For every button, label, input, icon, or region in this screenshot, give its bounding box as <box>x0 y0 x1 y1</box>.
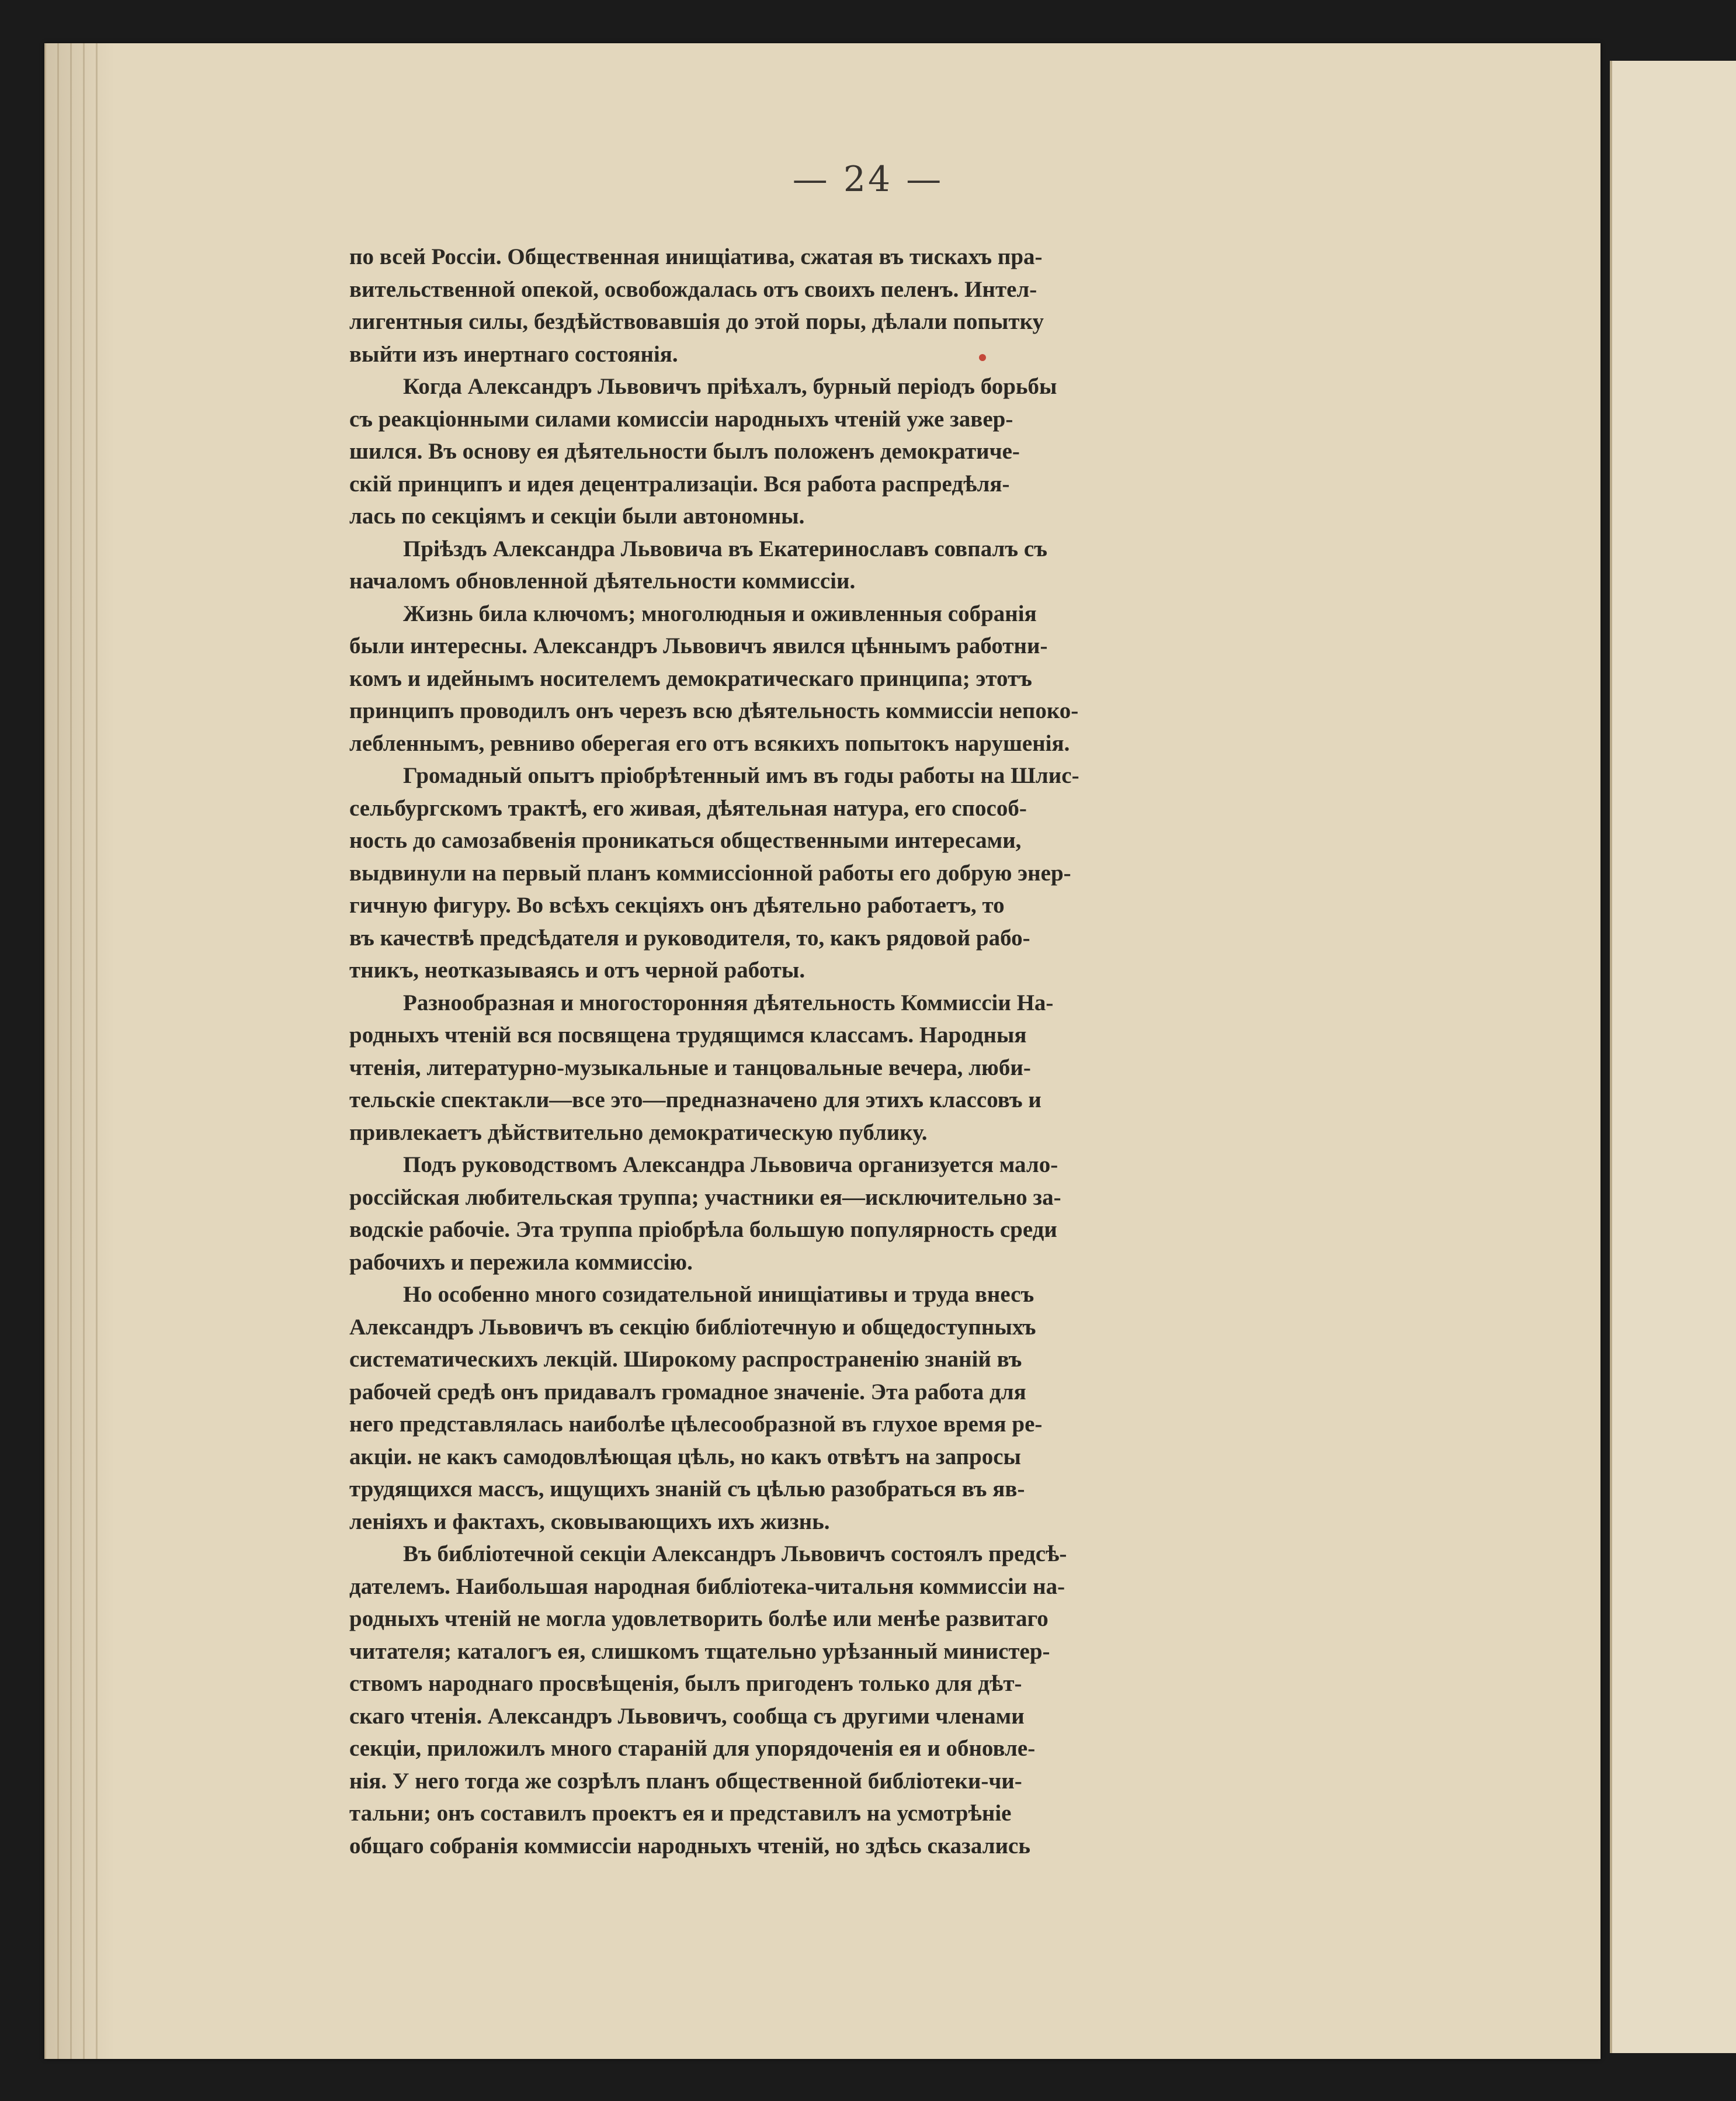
text-line: выдвинули на первый планъ коммиссіонной работы его добрую энер- <box>349 860 1071 886</box>
text-line: леніяхъ и фактахъ, сковывающихъ ихъ жизнь. <box>349 1509 830 1534</box>
text-line: Подъ руководствомъ Александра Львовича организуется мало- <box>403 1152 1058 1177</box>
text-line: родныхъ чтеній вся посвящена трудящимся классамъ. Народныя <box>349 1022 1027 1048</box>
text-line: въ качествѣ предсѣдателя и руководителя, то, какъ рядовой рабо- <box>349 925 1030 951</box>
text-line: началомъ обновленной дѣятельности коммиссіи. <box>349 568 856 594</box>
text-line: систематическихъ лекцій. Широкому распространенію знаній въ <box>349 1347 1022 1372</box>
text-line: рабочей средѣ онъ придавалъ громадное значеніе. Эта работа для <box>349 1379 1026 1405</box>
text-line: общаго собранія коммиссіи народныхъ чтеній, но здѣсь сказались <box>349 1833 1030 1859</box>
body-text <box>349 241 1414 1862</box>
text-line: родныхъ чтеній не могла удовлетворить болѣе или менѣе развитаго <box>349 1606 1048 1631</box>
text-line: лась по секціямъ и секціи были автономны. <box>349 504 805 529</box>
text-line: тникъ, неотказываясь и отъ черной работы. <box>349 958 805 983</box>
text-line: Въ библіотечной секціи Александръ Львовичъ состоялъ предсѣ- <box>403 1541 1067 1566</box>
text-line: дателемъ. Наибольшая народная библіотека-читальня коммиссіи на- <box>349 1573 1065 1599</box>
text-line: Александръ Львовичъ въ секцію библіотечную и общедоступныхъ <box>349 1314 1036 1340</box>
text-line: комъ и идейнымъ носителемъ демократическаго принципа; этотъ <box>349 665 1032 691</box>
text-line: нія. У него тогда же созрѣлъ планъ общественной библіотеки-чи- <box>349 1768 1022 1794</box>
text-line: по всей Россіи. Общественная инищіатива, сжатая въ тискахъ пра- <box>349 244 1043 269</box>
text-line: Жизнь била ключомъ; многолюдныя и оживленныя собранія <box>403 601 1037 626</box>
page-edge-stack <box>44 43 109 2059</box>
text-line: него представлялась наиболѣе цѣлесообразной въ глухое время ре- <box>349 1412 1043 1437</box>
text-line: гичную фигуру. Во всѣхъ секціяхъ онъ дѣятельно работаетъ, то <box>349 893 1005 918</box>
text-line: привлекаетъ дѣйствительно демократическую публику. <box>349 1119 928 1145</box>
text-line: рабочихъ и пережила коммиссію. <box>349 1249 693 1275</box>
text-line: Пріѣздъ Александра Львовича въ Екатеринославъ совпалъ съ <box>403 536 1047 561</box>
text-line: Разнообразная и многосторонняя дѣятельность Коммиссіи На- <box>403 990 1054 1015</box>
text-line: сельбургскомъ трактѣ, его живая, дѣятельная натура, его способ- <box>349 795 1027 821</box>
text-line: лигентныя силы, бездѣйствовавшія до этой поры, дѣлали попытку <box>349 309 1044 334</box>
text-line: водскіе рабочіе. Эта труппа пріобрѣла большую популярность среди <box>349 1217 1057 1242</box>
text-line: принципъ проводилъ онъ черезъ всю дѣятельность коммиссіи непоко- <box>349 698 1079 723</box>
text-line: шился. Въ основу ея дѣятельности былъ положенъ демократиче- <box>349 439 1020 464</box>
text-line: Громадный опытъ пріобрѣтенный имъ въ годы работы на Шлис- <box>403 763 1079 788</box>
text-line: ность до самозабвенія проникаться общественными интересами, <box>349 828 1022 853</box>
text-line: россійская любительская труппа; участники ея—исключительно за- <box>349 1184 1061 1210</box>
page-number: — 24 — <box>792 159 944 200</box>
text-line: секціи, приложилъ много стараній для упорядоченія ея и обновле- <box>349 1736 1036 1761</box>
text-line: акціи. не какъ самодовлѣющая цѣль, но какъ отвѣтъ на запросы <box>349 1444 1021 1469</box>
facing-page-edge <box>1610 61 1736 2053</box>
text-line: трудящихся массъ, ищущихъ знаній съ цѣлью разобраться въ яв- <box>349 1476 1025 1502</box>
text-line: выйти изъ инертнаго состоянія. <box>349 341 678 367</box>
text-line: тальни; онъ составилъ проектъ ея и представилъ на усмотрѣніе <box>349 1801 1012 1826</box>
text-line: Когда Александръ Львовичъ пріѣхалъ, бурный періодъ борьбы <box>403 374 1057 399</box>
text-line: Но особенно много созидательной инищіативы и труда внесъ <box>403 1282 1034 1307</box>
text-line: лебленнымъ, ревниво оберегая его отъ всякихъ попытокъ нарушенія. <box>349 730 1070 756</box>
text-line: скаго чтенія. Александръ Львовичъ, сообща съ другими членами <box>349 1703 1025 1729</box>
text-line: ствомъ народнаго просвѣщенія, былъ пригоденъ только для дѣт- <box>349 1671 1022 1696</box>
text-line: были интересны. Александръ Львовичъ явился цѣннымъ работни- <box>349 633 1048 658</box>
text-line: чтенія, литературно-музыкальные и танцовальные вечера, люби- <box>349 1055 1031 1080</box>
text-line: вительственной опекой, освобождалась отъ своихъ пеленъ. Интел- <box>349 276 1037 302</box>
text-line: скій принципъ и идея децентрализаціи. Вся работа распредѣля- <box>349 471 1010 497</box>
text-line: тельскіе спектакли—все это—предназначено для этихъ классовъ и <box>349 1087 1041 1112</box>
text-line: читателя; каталогъ ея, слишкомъ тщательно урѣзанный министер- <box>349 1638 1050 1664</box>
text-line: съ реакціонными силами комиссіи народныхъ чтеній уже завер- <box>349 406 1013 432</box>
